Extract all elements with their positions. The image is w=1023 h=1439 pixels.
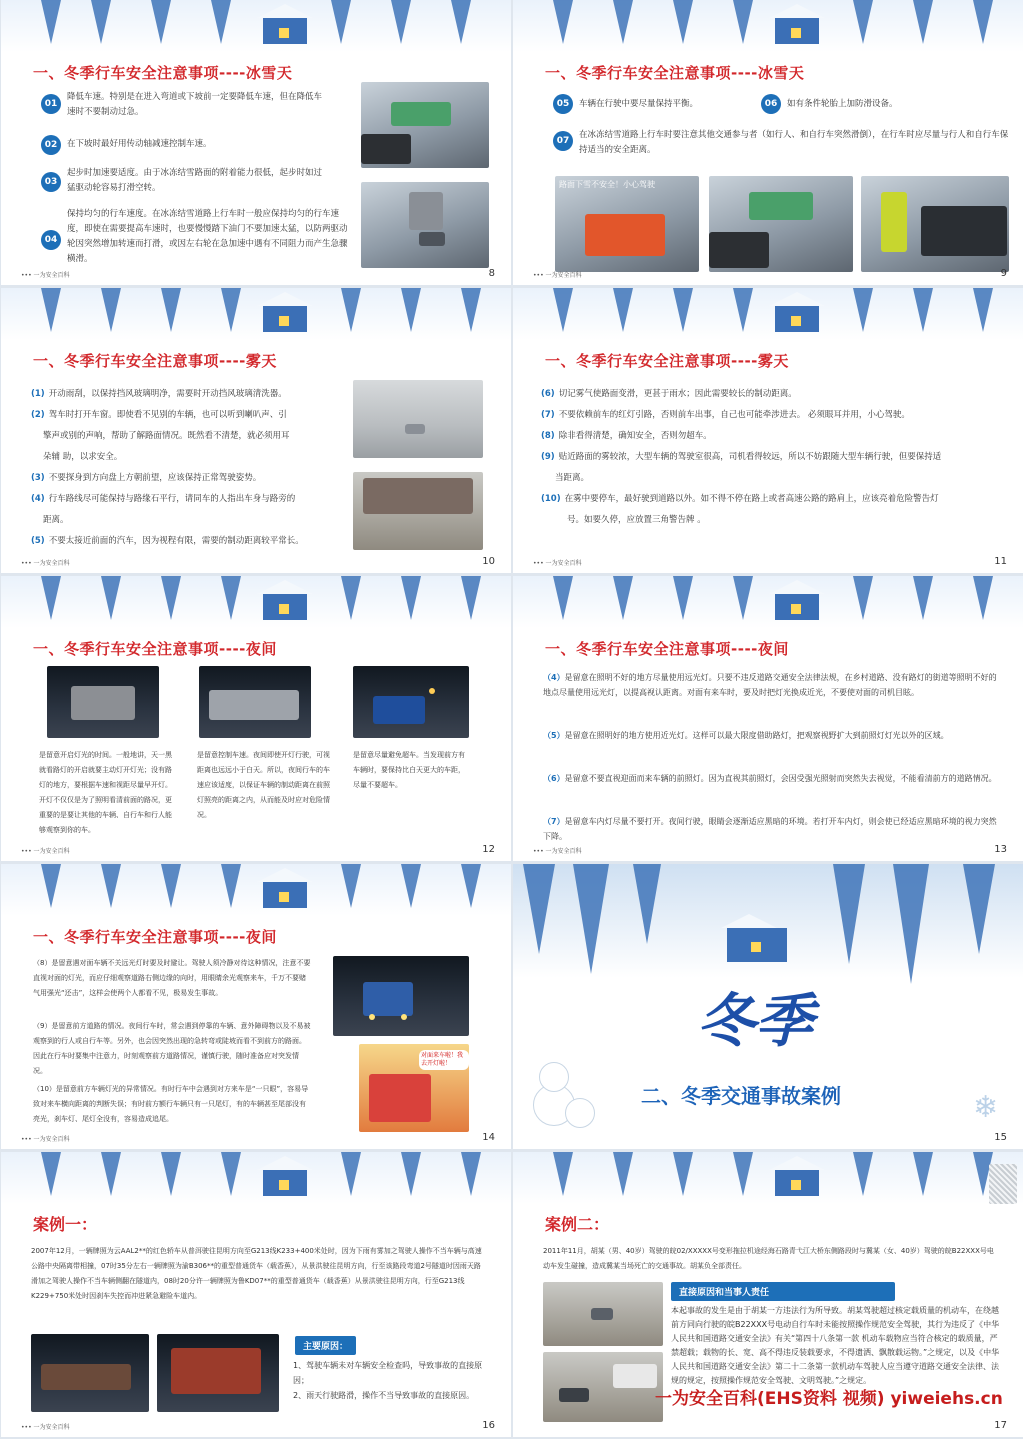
footer-logo: ••• 一为安全百科 [21, 560, 70, 567]
page-number: 9 [1000, 268, 1007, 279]
slide-title: 一、冬季行车安全注意事项----夜间 [33, 640, 277, 658]
winter-banner [513, 576, 1023, 628]
item-text: 如有条件轮胎上加防滑设备。 [787, 99, 898, 109]
cause-label: 直接原因和当事人责任 [671, 1282, 895, 1301]
item-text: 保持均匀的行车速度。在冰冻结雪道路上行车时一般应保持均匀的行车速度，即使在需要提高车速时，也要慢慢踏下油门不要加速太猛，以防两驱动轮因突然增加转速而打滑，或因左右轮在急加速中遇有不同阻力而产生急骤横滑。 [67, 209, 348, 264]
item-badge: 06 [761, 94, 781, 114]
slide-12[interactable] [1, 576, 511, 861]
list-item: (7) 不要依赖前车的红灯引路，否则前车出事，自己也可能牵涉进去。 必须眼耳并用，小心驾驶。 [541, 410, 910, 420]
section-subtitle: 二、冬季交通事故案例 [641, 1084, 841, 1108]
house-icon [775, 306, 819, 332]
list-item: (8) 除非看得清楚，确知安全，否则勿超车。 [541, 431, 712, 441]
page-number: 11 [994, 556, 1007, 567]
item-badge: 02 [41, 135, 61, 155]
item-text: 在下坡时最好用传动轴减速控制车速。 [67, 139, 212, 149]
winter-banner [513, 288, 1023, 340]
snowman-small-icon [565, 1098, 595, 1128]
night-item-7: （7）是留意车内灯尽量不要打开。夜间行驶，眼睛会逐渐适应黑暗的环境。若打开车内灯，则会使已经适应黑暗环境的视力突然下降。 [543, 817, 997, 841]
house-icon [263, 306, 307, 332]
photo-snow-accident [361, 82, 489, 168]
speech-bubble: 对面来车啦！我去开灯啦！ [419, 1050, 469, 1070]
item-badge: 03 [41, 172, 61, 192]
item-text: 降低车速。特别是在进入弯道或下坡前一定要降低车速，但在降低车速时不要制动过急。 [67, 92, 323, 117]
page-number: 13 [994, 844, 1007, 855]
list-item: (1) 开动雨刮，以保持挡风玻璃明净，需要时开动挡风玻璃清洗器。 [31, 389, 287, 399]
item-text: 车辆在行驶中要尽量保持平衡。 [579, 99, 699, 109]
list-item: (4) 行车路线尽可能保持与路缘石平行，请同车的人指出车身与路旁的 [31, 494, 296, 504]
photo-snow-road [361, 182, 489, 268]
slide-14[interactable] [1, 864, 511, 1149]
page-number: 10 [482, 556, 495, 567]
slide-title: 一、冬季行车安全注意事项----夜间 [33, 928, 277, 946]
fog-list [31, 384, 351, 552]
winter-banner [1, 1152, 511, 1204]
night-item-10: （10）是留意前方车辆灯光的异常情况。有时行车中会遇到对方来车是“一只眼”，容易导致对来车横向距离的判断失误；有时前方额行车辆只有一只尾灯，有的车辆甚至尾部没有亮光，刹车灯、尾灯全没有，容易造成追尾。 [33, 1085, 309, 1123]
slide-16[interactable] [1, 1152, 511, 1437]
fog-list [541, 384, 1011, 531]
footer-logo: ••• 一为安全百科 [533, 272, 582, 279]
list-item: (10) 在雾中要停车，最好驶到道路以外。如不得不停在路上或者高速公路的路肩上，应该亮着危险警告灯 [541, 494, 939, 504]
item-badge: 01 [41, 94, 61, 114]
photo-night-traffic [353, 666, 469, 738]
night-item-9: （9）是留意前方道路的情况。夜间行车时，常会遇到停靠的车辆、意外障碍物以及不易被观察到的行人或自行车等。另外，也会因突然出现的急转弯或陡坡而看不到前方的路面。因此在行车时要集中注意力，时刻观察前方道路情况，谨慎行驶，随时准备应对突发情况。 [33, 1022, 311, 1075]
house-icon [775, 18, 819, 44]
slide-10[interactable] [1, 288, 511, 573]
photo-caption: 路面下雪不安全！小心驾驶 [559, 180, 655, 189]
item-badge: 05 [553, 94, 573, 114]
slide-17[interactable] [513, 1152, 1023, 1437]
cause-label: 主要原因： [295, 1336, 356, 1355]
photo-night-accident-1 [47, 666, 159, 738]
slide-15[interactable] [513, 864, 1023, 1149]
list-item: 当距离。 [555, 473, 590, 483]
night-item-4: （4）是留意在照明不好的地方尽量使用远光灯。只要不违反道路交通安全法律法规，在乡村道路、没有路灯的街道等照明不好的地点尽量使用远光灯，以提高视认距离。对面有来车时，要及时把灯光换成近光，不要使对面的司机目眩。 [543, 673, 997, 697]
winter-banner [1, 0, 511, 52]
slide-title: 一、冬季行车安全注意事项----冰雪天 [33, 64, 293, 82]
case-heading: 案例一： [33, 1215, 98, 1234]
item-badge: 07 [553, 131, 573, 151]
slide-8[interactable] [1, 0, 511, 285]
list-item: (9) 贴近路面的雾较浓，大型车辆的驾驶室很高，司机看得较远，所以不妨跟随大型车辆行驶，但要保持适 [541, 452, 942, 462]
slide-title: 一、冬季行车安全注意事项----夜间 [545, 640, 789, 658]
cause-list: 本起事故的发生是由于胡某一方违法行为所导致。胡某驾驶超过核定载质量的机动车，在绕越前方同向行驶的皖B22XXX号电动自行车时未能按照操作规范安全驾驶，其行为违反了《中华人民共和国道路交通安全法》有关“第四十八条第一款 机动车载物应当符合核定的载质量，严禁超载；载物的长、宽、高不得违反装载要求，不得遗洒、飘散载运物。”之规定，以及《中华人民共和国道路交通安全法》第二十二条第一款机动车驾驶人应当遵守道路交通安全法律、法规的规定，按照操作规范安全驾驶、文明驾驶。”之规定。 [671, 1306, 1000, 1385]
house-icon [775, 1170, 819, 1196]
case-body: 2011年11月，胡某（男、40岁）驾驶的皖02/XXXXX号变形拖拉机途经海石路青弋江大桥东侧路段时与冀某（女、40岁）驾驶的皖B22XXX号电动车发生碰撞，造成冀某当场死亡的交通事故。胡某负全部责任。 [543, 1247, 994, 1270]
photo-snow-accident [709, 176, 853, 272]
list-item: (2) 驾车时打开车窗。即使看不见别的车辆，也可以听到喇叭声、引 [31, 410, 287, 420]
list-item: 擎声或别的声响，帮助了解路面情况。既然看不清楚，就必须用耳 [43, 431, 290, 441]
footer-logo: ••• 一为安全百科 [21, 1424, 70, 1431]
footer-logo: ••• 一为安全百科 [21, 848, 70, 855]
section-big-text: 冬季 [697, 987, 814, 1055]
house-icon [775, 594, 819, 620]
winter-banner [513, 0, 1023, 52]
page-number: 12 [482, 844, 495, 855]
footer-logo: ••• 一为安全百科 [533, 848, 582, 855]
photo-road-scene [543, 1282, 663, 1346]
photo-tunnel-accident [31, 1334, 149, 1412]
house-icon [263, 18, 307, 44]
snowflake-icon: ❄ [973, 1090, 999, 1125]
item-badge: 04 [41, 230, 61, 250]
footer-logo: ••• 一为安全百科 [21, 272, 70, 279]
house-icon [727, 928, 787, 962]
slide-title: 一、冬季行车安全注意事项----雾天 [33, 352, 277, 370]
cause-list: 1、驾驶车辆未对车辆安全检查吗，导致事故的直接原因； 2、雨天行驶路滑，操作不当导致事故的直接原因。 [293, 1361, 483, 1400]
photo-police-car [861, 176, 1009, 272]
night-tip-3: 是留意尽量避免超车。当发现前方有车辆时，要保持比白天更大的车距，尽量不要超车。 [353, 751, 465, 789]
list-item: (5) 不要太接近前面的汽车，因为视程有限，需要的制动距离较平常长。 [31, 536, 304, 546]
photo-night-trucks [333, 956, 469, 1036]
list-item: 朵辅 助，以求安全。 [43, 452, 123, 462]
night-item-6: （6）是留意不要直视迎面而来车辆的前照灯。因为直视其前照灯，会因受强光照射而突然失去视觉，不能看清前方的道路情况。 [543, 774, 997, 783]
page-number: 8 [488, 268, 495, 279]
night-tip-1: 是留意开启灯光的时间。一般地讲，天一黑就看路灯的开启就要主动灯开灯光；没有路灯的地方，要根据车速和视距尽量早开灯。开灯不仅仅是为了照明看清前面的路况，更重要的是要让其他的车辆、自行车和行人能够观察到你的车。 [39, 751, 172, 834]
photo-fog-road [353, 380, 483, 458]
night-tip-2: 是留意控制车速。夜间即使开灯行驶，可视距离也远远小于白天。所以，夜间行车的车速应该适度，以保证车辆的制动距离在前照灯照亮的距离之内，从而能及时应对危险情况。 [197, 751, 330, 819]
night-item-8: （8）是留意遇对面车辆不关远光灯时要及时避让。驾驶人须冷静对待这种情况，注意不要直视对面的灯光，而应仔细观察道路右侧边缘的向时，用眼睛余光观察来车，千万不要赌气用强光“还击”，这样会使两个人都看不见，极易发生事故。 [33, 959, 311, 997]
slide-title: 一、冬季行车安全注意事项----雾天 [545, 352, 789, 370]
slide-11[interactable] [513, 288, 1023, 573]
footer-logo: ••• 一为安全百科 [21, 1136, 70, 1143]
slide-9[interactable] [513, 0, 1023, 285]
photo-night-accident-2 [199, 666, 311, 738]
case-heading: 案例二： [545, 1215, 610, 1234]
list-item: 号。如要久停，应放置三角警告牌 。 [567, 515, 706, 525]
night-item-5: （5）是留意在照明好的地方使用近光灯。这样可以最大限度借助路灯，把观察视野扩大到前照灯灯光以外的区域。 [543, 731, 949, 740]
item-text: 起步时加速要适度。由于冰冻结雪路面的附着能力很低，起步时如过猛驱动轮容易打滑空转。 [67, 168, 323, 193]
winter-banner [1, 288, 511, 340]
slide-13[interactable] [513, 576, 1023, 861]
case-body: 2007年12月，一辆牌照为云AAL2**的红色轿车从普洱驶往昆明方向至G213线K233+400米处时，因为下雨有雾加之驾驶人操作不当车辆与高速公路中央隔离带相撞，07时35分左右一辆牌照为渝B306**的重型普通货车（载香蕉），从景洪驶往昆明方向，行至该路段弯道2号隧道时因雨天路滑加之驾驶人操作不当车辆侧翻在隧道内，08时20分许一辆牌照为鲁KD07**的重型普通货车（载香蕉）从景洪驶往昆明方向，行至G213线K229+750米处时因刹车失控而冲进紧急避险车道内。 [31, 1247, 482, 1300]
house-icon [263, 1170, 307, 1196]
house-icon [263, 594, 307, 620]
photo-accident-scene [543, 1352, 663, 1422]
list-item: (3) 不要探身到方向盘上方朝前望，应该保持正常驾驶姿势。 [31, 473, 262, 483]
winter-banner [1, 576, 511, 628]
list-item: 距离。 [43, 515, 69, 525]
slide-title: 一、冬季行车安全注意事项----冰雪天 [545, 64, 805, 82]
page-number: 17 [994, 1420, 1007, 1431]
watermark: 一为安全百科(EHS资料 视频) yiweiehs.cn [655, 1389, 1003, 1409]
snowman-head [539, 1062, 569, 1092]
winter-banner [513, 1152, 1023, 1204]
photo-overturned-truck [157, 1334, 279, 1412]
page-number: 16 [482, 1420, 495, 1431]
photo-red-car-snow [555, 176, 699, 272]
photo-fog-accident [353, 472, 483, 550]
page-number: 15 [994, 1132, 1007, 1143]
footer-logo: ••• 一为安全百科 [533, 560, 582, 567]
cartoon-truck [359, 1044, 469, 1132]
item-text: 在冰冻结雪道路上行车时要注意其他交通参与者（如行人、和自行车突然滑倒），在行车时应尽量与行人和自行车保持适当的安全距离。 [579, 130, 1009, 155]
winter-banner [1, 864, 511, 916]
list-item: (6) 切记雾气使路面变滑，更甚于雨水；因此需要较长的制动距离。 [541, 389, 797, 399]
house-icon [263, 882, 307, 908]
page-number: 14 [482, 1132, 495, 1143]
qr-code-icon [989, 1164, 1017, 1204]
